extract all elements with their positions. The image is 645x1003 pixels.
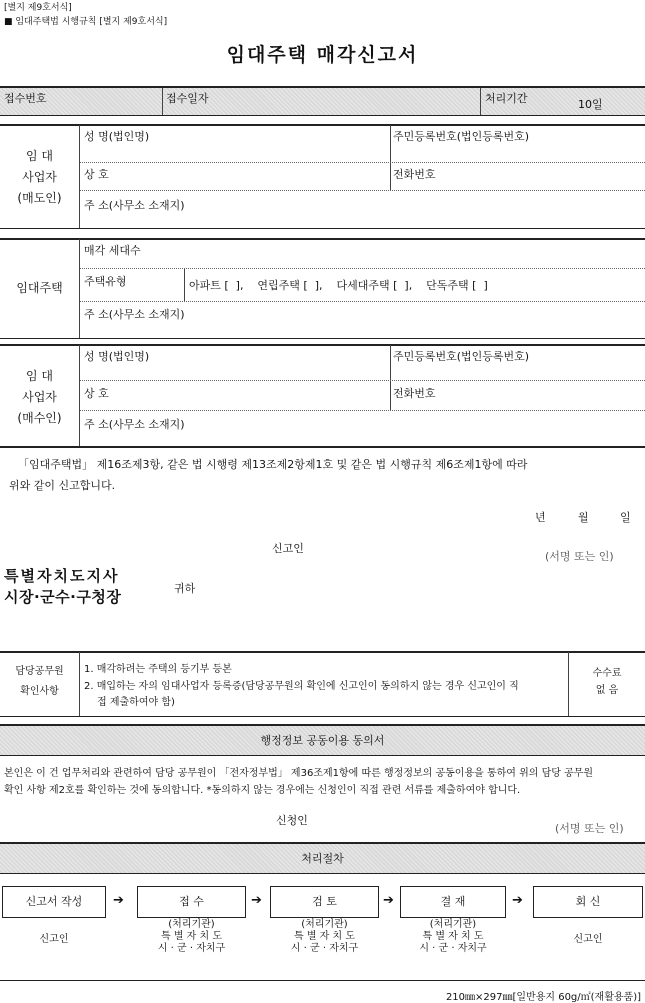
date-day-label: 일 [620,511,631,524]
addressee-mayor: 시장·군수·구청장 [4,588,122,606]
seller-trade-label: 상 호 [84,168,109,181]
step-write-form: 신고서 작성 [2,886,106,918]
housing-type-label: 주택유형 [84,275,127,288]
receipt-number-label: 접수번호 [4,92,47,105]
housing-section-label: 임대주택 [16,281,63,295]
processing-period-label: 처리기간 [485,92,528,105]
verification-item-2-cont: 접 제출하여야 함) [97,697,175,708]
buyer-phone-label: 전화번호 [393,387,436,400]
fee-cell: 수수료 없 음 [592,668,622,696]
seller-address-label: 주 소(사무소 소재지) [84,199,185,212]
law-reference: ■ 임대주택법 시행규칙 [별지 제9호서식] [4,17,168,27]
housing-type-options[interactable]: 아파트 [ ], 연립주택 [ ], 다세대주택 [ ], 단독주택 [ ] [189,279,488,292]
buyer-id-label: 주민등록번호(법인등록번호) [393,350,530,363]
actor-approval: (처리기관) 특 별 자 치 도 시 · 군 · 자치구 [419,919,487,954]
verification-item-1: 1. 매각하려는 주택의 등기부 등본 [84,664,232,675]
housing-address-label: 주 소(사무소 소재지) [84,308,185,321]
reporter-label: 신고인 [272,542,304,555]
date-month-label: 월 [578,511,589,524]
buyer-name-label: 성 명(법인명) [84,350,150,363]
consent-line-2: 확인 사항 제2호를 확인하는 것에 동의합니다. *동의하지 않는 경우에는 신청인이 직접 관련 서류를 제출하여야 합니다. [4,785,521,796]
seller-section-label: 임 대 사업자 (매도인) [17,149,62,205]
addressee-suffix: 귀하 [174,582,196,595]
actor-reporter-2: 신고인 [573,934,603,945]
arrow-right-icon: ➔ [383,893,394,908]
arrow-right-icon: ➔ [113,893,124,908]
buyer-trade-label: 상 호 [84,387,109,400]
verification-item-2: 2. 매입하는 자의 임대사업자 등록증(담당공무원의 확인에 신고인이 동의하지 않는 경우 신고인이 직 [84,681,519,692]
receipt-date-label: 접수일자 [166,92,209,105]
declaration-line-2: 위와 같이 신고합니다. [9,479,116,492]
consent-line-1: 본인은 이 건 업무처리와 관련하여 담당 공무원이 「전자정부법」 제36조제1항에 따른 행정정보의 공동이용을 통하여 위의 담당 공무원 [4,768,594,779]
actor-receipt: (처리기관) 특 별 자 치 도 시 · 군 · 자치구 [157,919,226,954]
form-title: 임대주택 매각신고서 [226,44,419,66]
verification-label: 담당공무원 확인사항 [15,666,64,697]
arrow-right-icon: ➔ [512,893,523,908]
addressee-governor: 특별자치도지사 [4,567,120,585]
procedure-header: 처리절차 [0,842,645,874]
step-approval: 결 재 [400,886,506,918]
date-year-label: 년 [535,511,546,524]
step-receipt: 접 수 [137,886,246,918]
receipt-bar [0,86,645,116]
actor-review: (처리기관) 특 별 자 치 도 시 · 군 · 자치구 [290,919,359,954]
applicant-sign-label: (서명 또는 인) [555,822,624,835]
buyer-section-label: 임 대 사업자 (매수인) [17,369,62,425]
reporter-sign-label: (서명 또는 인) [545,550,614,563]
arrow-right-icon: ➔ [251,893,262,908]
step-review: 검 토 [270,886,379,918]
step-reply: 회 신 [533,886,643,918]
actor-reporter-1: 신고인 [39,934,69,945]
applicant-label: 신청인 [276,814,308,827]
form-number: [별지 제9호서식] [4,3,72,13]
seller-name-label: 성 명(법인명) [84,130,150,143]
consent-header: 행정정보 공동이용 동의서 [0,724,645,756]
seller-id-label: 주민등록번호(법인등록번호) [393,130,530,143]
seller-phone-label: 전화번호 [393,168,436,181]
housing-units-label: 매각 세대수 [84,244,141,257]
buyer-address-label: 주 소(사무소 소재지) [84,418,185,431]
declaration-line-1: 「임대주택법」 제16조제3항, 같은 법 시행령 제13조제2항제1호 및 같은 법 시행규칙 제6조제1항에 따라 [18,458,528,471]
processing-period-value: 10일 [578,98,603,111]
paper-spec-footer: 210㎜×297㎜[일반용지 60g/㎡(재활용품)] [445,992,641,1003]
